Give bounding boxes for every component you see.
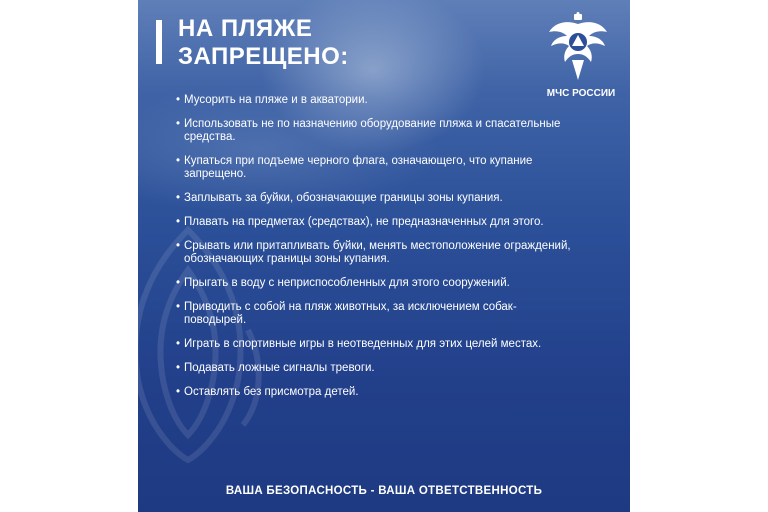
poster bbox=[138, 0, 630, 512]
page-title-line-1: НА ПЛЯЖЕ bbox=[178, 15, 313, 42]
logo-caption: МЧС РОССИИ bbox=[546, 88, 616, 99]
rule-item: • Мусорить на пляже и в акватории. bbox=[176, 94, 576, 107]
rule-item: • Подавать ложные сигналы тревоги. bbox=[176, 362, 576, 375]
rule-item: • Прыгать в воду с неприспособленных для этого сооружений. bbox=[176, 277, 576, 290]
footer-slogan: ВАША БЕЗОПАСНОСТЬ - ВАША ОТВЕТСТВЕННОСТЬ bbox=[225, 485, 543, 497]
rule-item: • Срывать или притапливать буйки, менять местоположение ограждений, обозначающих границы зоны купания. bbox=[176, 240, 576, 266]
rule-item: • Купаться при подъеме черного флага, означающего, что купание запрещено. bbox=[176, 155, 576, 181]
rule-item: • Оставлять без присмотра детей. bbox=[176, 386, 576, 399]
mchs-logo bbox=[543, 12, 616, 102]
rule-item: • Приводить с собой на пляж животных, за исключением собак-поводырей. bbox=[176, 301, 576, 327]
rule-item: • Плавать на предметах (средствах), не предназначенных для этого. bbox=[176, 216, 576, 229]
rule-item: • Использовать не по назначению оборудование пляжа и спасательные средства. bbox=[176, 118, 576, 144]
page-title-line-2: ЗАПРЕЩЕНО: bbox=[178, 43, 349, 70]
title-accent-bar bbox=[156, 20, 162, 64]
rules-list bbox=[176, 94, 576, 410]
rule-item: • Играть в спортивные игры в неотведенных для этих целей местах. bbox=[176, 338, 576, 351]
mchs-emblem-icon bbox=[543, 12, 613, 84]
rule-item: • Заплывать за буйки, обозначающие границы зоны купания. bbox=[176, 192, 576, 205]
